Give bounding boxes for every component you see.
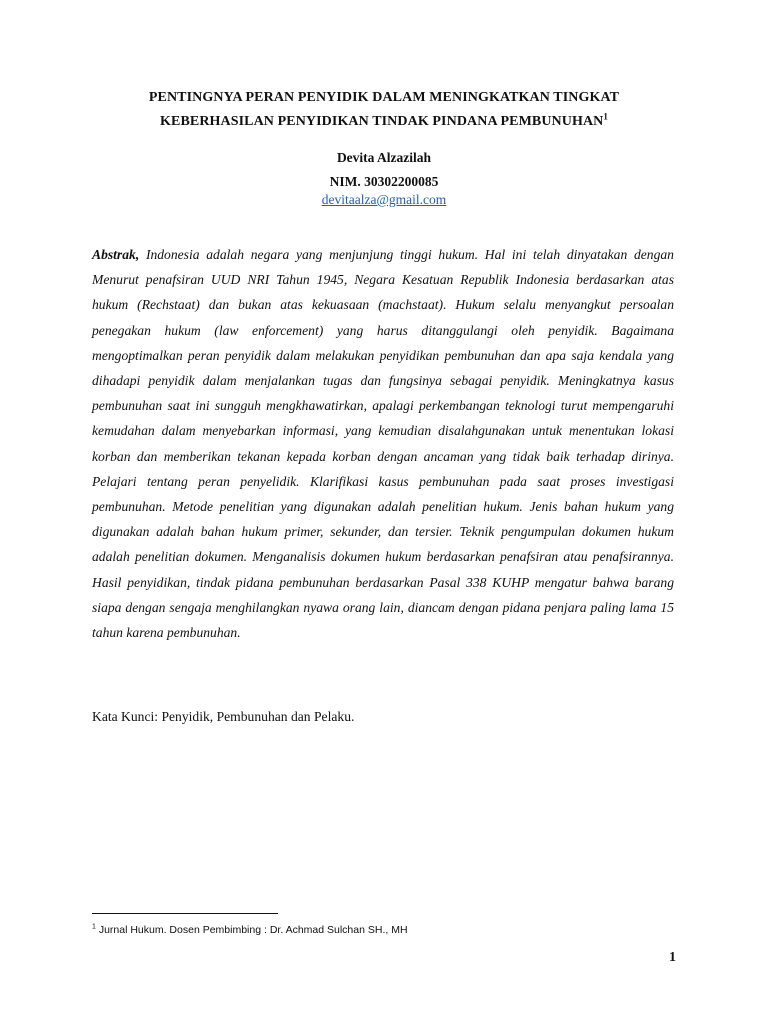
- page-number: 1: [669, 950, 676, 965]
- footnote-text: Jurnal Hukum. Dosen Pembimbing : Dr. Achmad Sulchan SH., MH: [98, 924, 408, 936]
- paper-title-line-2: [92, 110, 676, 134]
- author-email-link[interactable]: devitaalza@gmail.com: [321, 192, 447, 207]
- title-footnote-marker[interactable]: 1: [603, 111, 608, 122]
- footnote-divider: [92, 913, 278, 914]
- footnote-marker: 1: [92, 923, 96, 931]
- paper-title-line-2-text: KEBERHASILAN PENYIDIKAN TINDAK PINDANA PEMBUNUHAN: [160, 114, 604, 129]
- abstract-text: Indonesia adalah negara yang menjunjung tinggi hukum. Hal ini telah dinyatakan dengan Menurut penafsiran UUD NRI Tahun 1945, Negara Kesatuan Republik Indonesia berdasarkan atas hukum (Rechstaat) dan bukan atas kekuasaan (machstaat). Hukum selalu menyangkut persoalan penegakan hukum (law enforcement) yang harus ditanggulangi oleh penyidik. Bagaimana mengoptimalkan peran penyidik dalam melakukan penyidikan pembunuhan dan apa saja kendala yang dihadapi penyidik dalam menjalankan tugas dan fungsinya sebagai penyidik. Meningkatnya kasus pembunuhan saat ini sungguh mengkhawatirkan, apalagi perkembangan teknologi turut mempengaruhi kemudahan dalam menyebarkan informasi, yang kemudian disalahgunakan untuk menentukan lokasi korban dan memberikan tekanan kepada korban dengan ancaman yang tidak baik terhadap dirinya. Pelajari tentang peran penyelidik. Klarifikasi kasus pembunuhan pada saat proses investigasi pembunuhan. Metode penelitian yang digunakan adalah penelitian hukum. Jenis bahan hukum yang digunakan adalah bahan hukum primer, sekunder, dan tersier. Teknik pengumpulan dokumen hukum adalah penelitian dokumen. Menganalisis dokumen hukum berdasarkan penafsiran atau penafsirannya. Hasil penyidikan, tindak pidana pembunuhan berdasarkan Pasal 338 KUHP mengatur bahwa barang siapa dengan sengaja menghilangkan nyawa orang lain, diancam dengan pidana penjara paling lama 15 tahun karena pembunuhan.: [92, 247, 674, 641]
- abstract-paragraph: [92, 242, 674, 645]
- footnote: [92, 922, 652, 938]
- author-nim: NIM. 30302200085: [329, 174, 439, 189]
- keywords-line: Kata Kunci: Penyidik, Pembunuhan dan Pelaku.: [92, 709, 355, 724]
- author-name: Devita Alzazilah: [336, 150, 432, 165]
- paper-title: [92, 86, 676, 134]
- abstract-label: Abstrak,: [92, 247, 140, 262]
- author-block: [92, 146, 676, 194]
- paper-title-line-1: PENTINGNYA PERAN PENYIDIK DALAM MENINGKATKAN TINGKAT: [148, 90, 620, 105]
